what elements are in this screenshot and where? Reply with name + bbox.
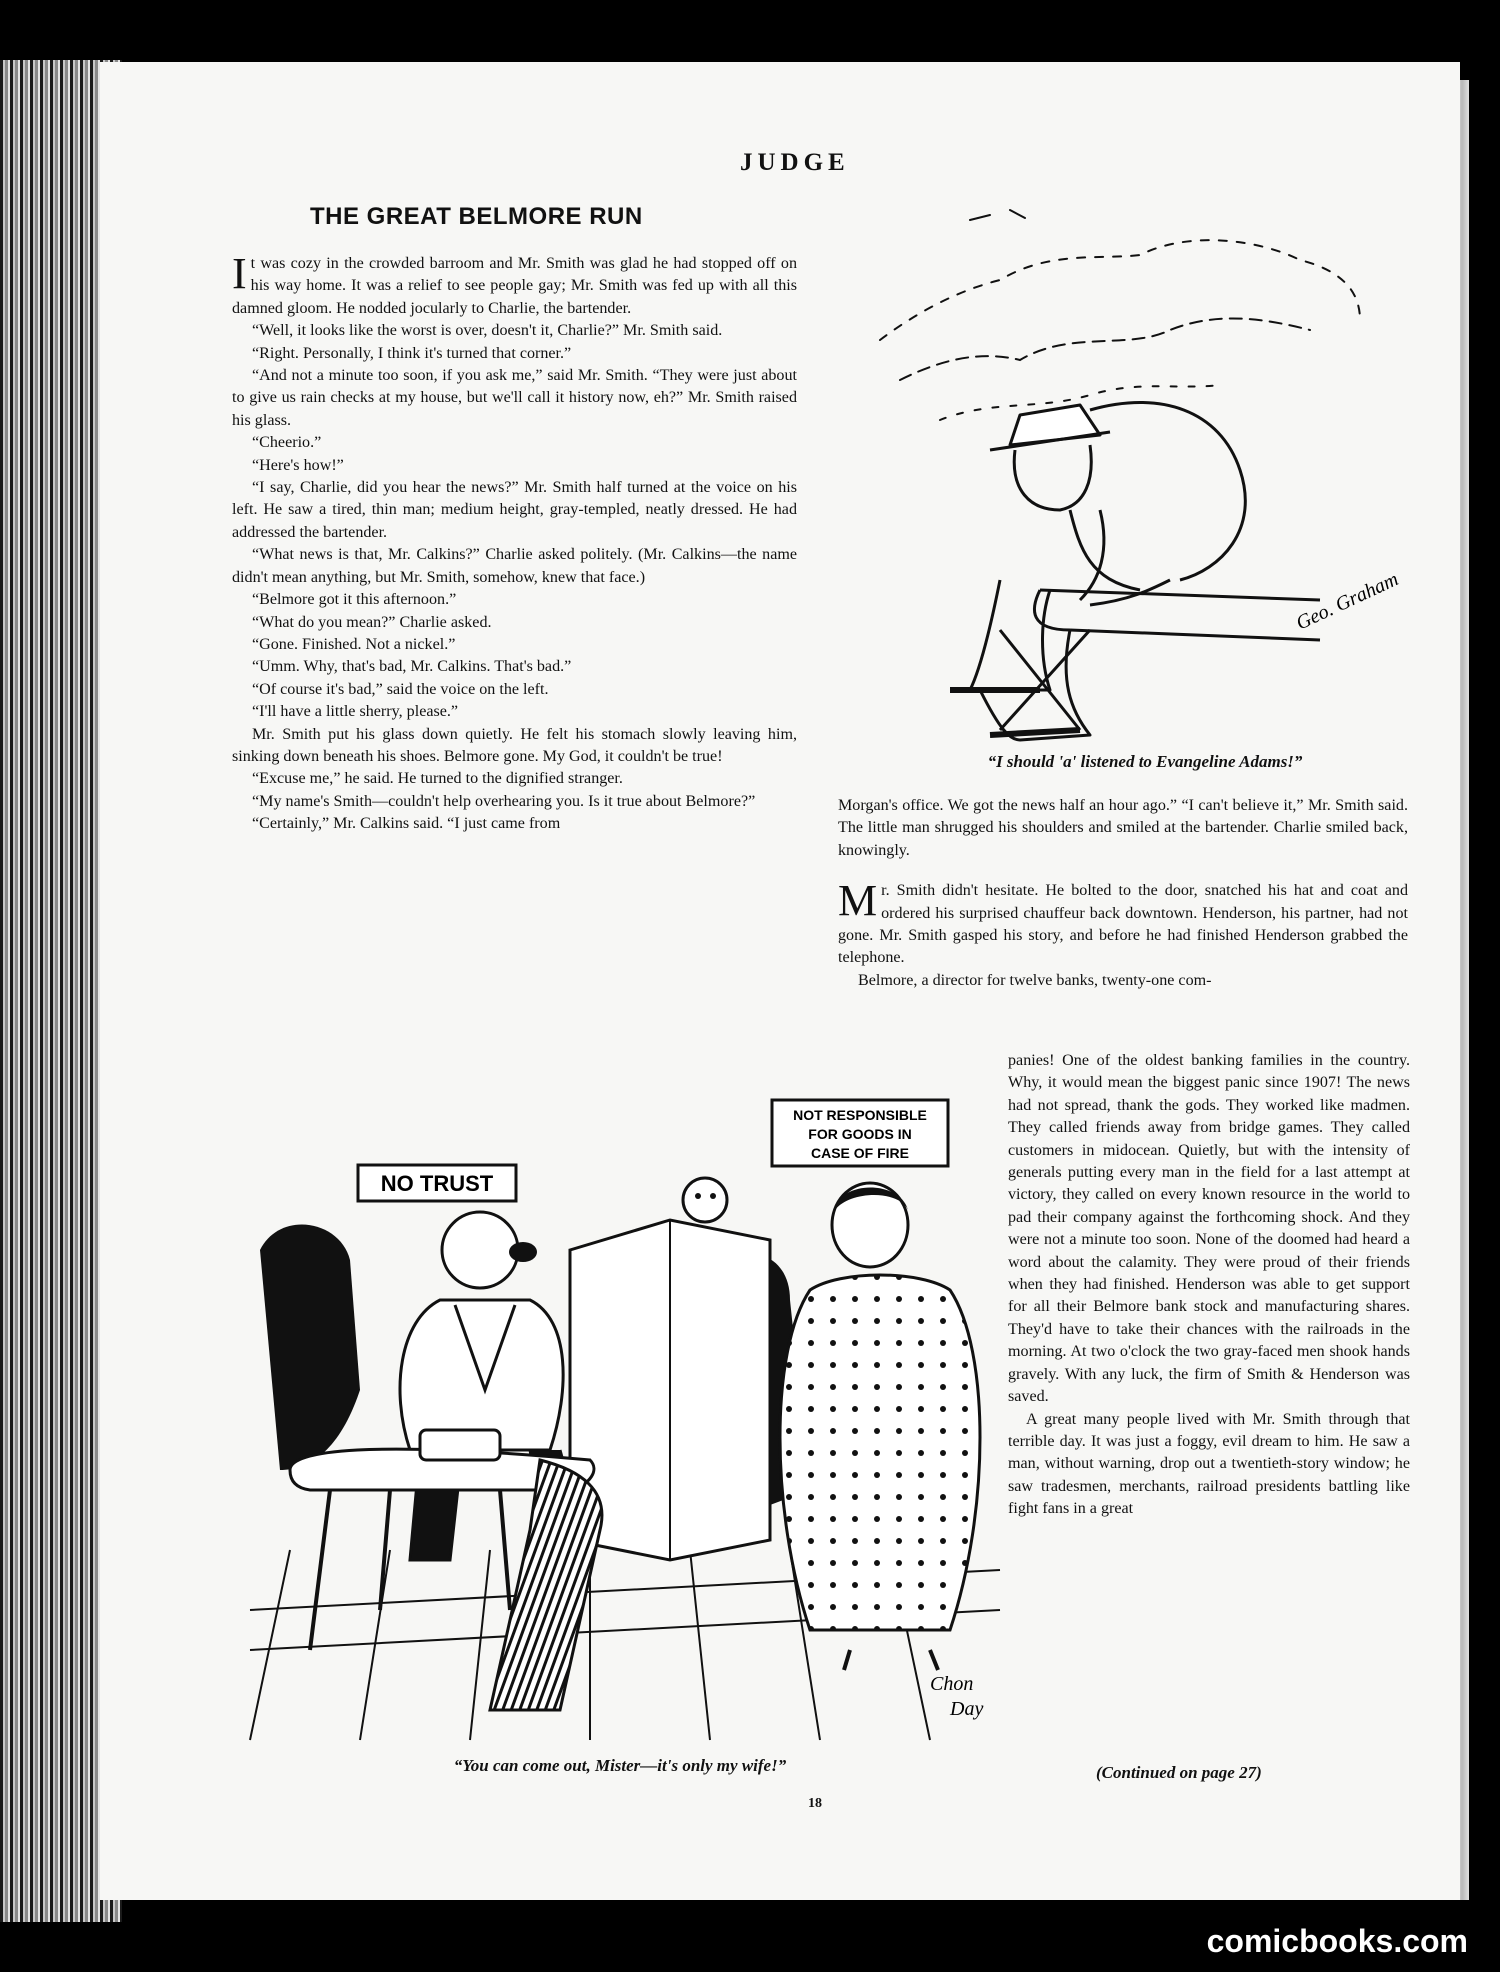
paragraph: “Well, it looks like the worst is over, doesn't it, Charlie?” Mr. Smith said. (252, 322, 723, 340)
cartoon-top-illustration (840, 210, 1420, 740)
watermark: comicbooks.com (1206, 1923, 1468, 1959)
sign-line: CASE OF FIRE (810, 1145, 910, 1161)
paragraph-section-start (838, 876, 1408, 970)
paragraph: “Gone. Finished. Not a nickel.” (252, 635, 456, 653)
paragraph: “I say, Charlie, did you hear the news?” Mr. Smith half turned at the voice on his left. He saw a tired, thin man; medium height, gray-templed, neatly dressed. He had addressed the bartender. (232, 479, 797, 541)
paragraph: Mr. Smith put his glass down quietly. He felt his stomach slowly leaving him, sinking down beneath his shoes. Belmore gone. My God, it couldn't be true! (232, 725, 797, 765)
sign-line: NOT RESPONSIBLE (793, 1107, 927, 1123)
article-column-left (232, 249, 797, 836)
paragraph: “Excuse me,” he said. He turned to the dignified stranger. (252, 770, 623, 788)
paragraph: panies! One of the oldest banking families in the country. Why, it would mean the biggest panic since 1907! The news had not spread, thank the gods. They worked like madmen. They called friends away from bridge games. They called customers in midocean. Quietly, but with the intensity of generals putting every man in the field for a last attempt at victory, they called on every known resource in the world to pad their company against the forthcoming shock. And they were not a minute too soon. None of the doomed had heard a word about the calamity. They were proud of their friends when they had finished. Henderson was able to get support for all their Belmore bank stock and manufacturing shares. They'd have to take their chances with the railroads in the morning. At two o'clock the two gray-faced men shook hands gravely. With any luck, the firm of Smith & Henderson was saved. (1008, 1052, 1410, 1406)
drop-cap: M (838, 876, 878, 926)
cartoon-bottom-illustration (250, 1090, 1000, 1740)
page-number: 18 (808, 1796, 822, 1811)
cartoon-top-caption: “I should 'a' listened to Evangeline Adams!” (987, 752, 1303, 771)
cartoon-bottom-signature-line: Day (950, 1698, 984, 1720)
paragraph: “What news is that, Mr. Calkins?” Charlie asked politely. (Mr. Calkins—the name didn't mean anything, but Mr. Smith, somehow, knew that face.) (232, 546, 797, 586)
paragraph-first-text: t was cozy in the crowded barroom and Mr. Smith was glad he had stopped off on his way home. It was a relief to see people gay; Mr. Smith was fed up with all this damned gloom. He nodded jocularly to Charlie, the bartender. (232, 255, 797, 317)
cartoon-bottom-signature-line: Chon (930, 1673, 974, 1695)
paragraph: “Here's how!” (252, 456, 344, 474)
sign-no-trust (358, 1165, 516, 1201)
article-column-right (838, 795, 1408, 992)
paragraph: A great many people lived with Mr. Smith through that terrible day. It was just a foggy, evil dream to him. He saw a man, without warning, drop out a twentieth-story window; he saw tradesmen, merchants, railroad presidents battling like fight fans in a great (1008, 1410, 1410, 1518)
continued-note: (Continued on page 27) (1096, 1763, 1262, 1782)
paragraph: Morgan's office. We got the news half an hour ago.” “I can't believe it,” Mr. Smith said. The little man shrugged his shoulders and smiled at the bartender. Charlie smiled back, knowingly. (838, 797, 1408, 859)
paragraph-first (232, 249, 797, 320)
paragraph: “What do you mean?” Charlie asked. (252, 613, 492, 631)
drop-cap: I (232, 249, 247, 298)
paragraph: “Umm. Why, that's bad, Mr. Calkins. That's bad.” (252, 658, 572, 676)
paragraph: Belmore, a director for twelve banks, twenty-one com- (858, 971, 1212, 989)
magazine-header: JUDGE (740, 149, 850, 176)
paragraph: “Belmore got it this afternoon.” (252, 591, 457, 609)
cartoon-bottom-caption: “You can come out, Mister—it's only my wife!” (453, 1756, 787, 1775)
paragraph: “Certainly,” Mr. Calkins said. “I just came from (252, 815, 561, 833)
paragraph: “I'll have a little sherry, please.” (252, 703, 459, 721)
paragraph: “Of course it's bad,” said the voice on the left. (252, 680, 549, 698)
paragraph: “And not a minute too soon, if you ask me,” said Mr. Smith. “They were just about to give us rain checks at my house, but we'll call it history now, eh?” Mr. Smith raised his glass. (232, 367, 797, 429)
sign-line: FOR GOODS IN (808, 1126, 912, 1142)
paragraph: “Cheerio.” (252, 434, 322, 452)
paragraph: “My name's Smith—couldn't help overhearing you. Is it true about Belmore?” (252, 792, 756, 810)
article-title: THE GREAT BELMORE RUN (310, 203, 643, 230)
sign-not-responsible (772, 1100, 948, 1166)
paragraph-section-start-text: r. Smith didn't hesitate. He bolted to the door, snatched his hat and coat and ordered his surprised chauffeur back downtown. Henderson, his partner, had not gone. Mr. Smith gasped his story, and before he had finished Henderson grabbed the telephone. (838, 882, 1408, 967)
cartoon-top-signature: Geo. Graham (1292, 568, 1402, 635)
paragraph: “Right. Personally, I think it's turned that corner.” (252, 344, 572, 362)
article-column-narrow (1008, 1050, 1410, 1521)
sign-no-trust-text: NO TRUST (380, 1171, 494, 1196)
